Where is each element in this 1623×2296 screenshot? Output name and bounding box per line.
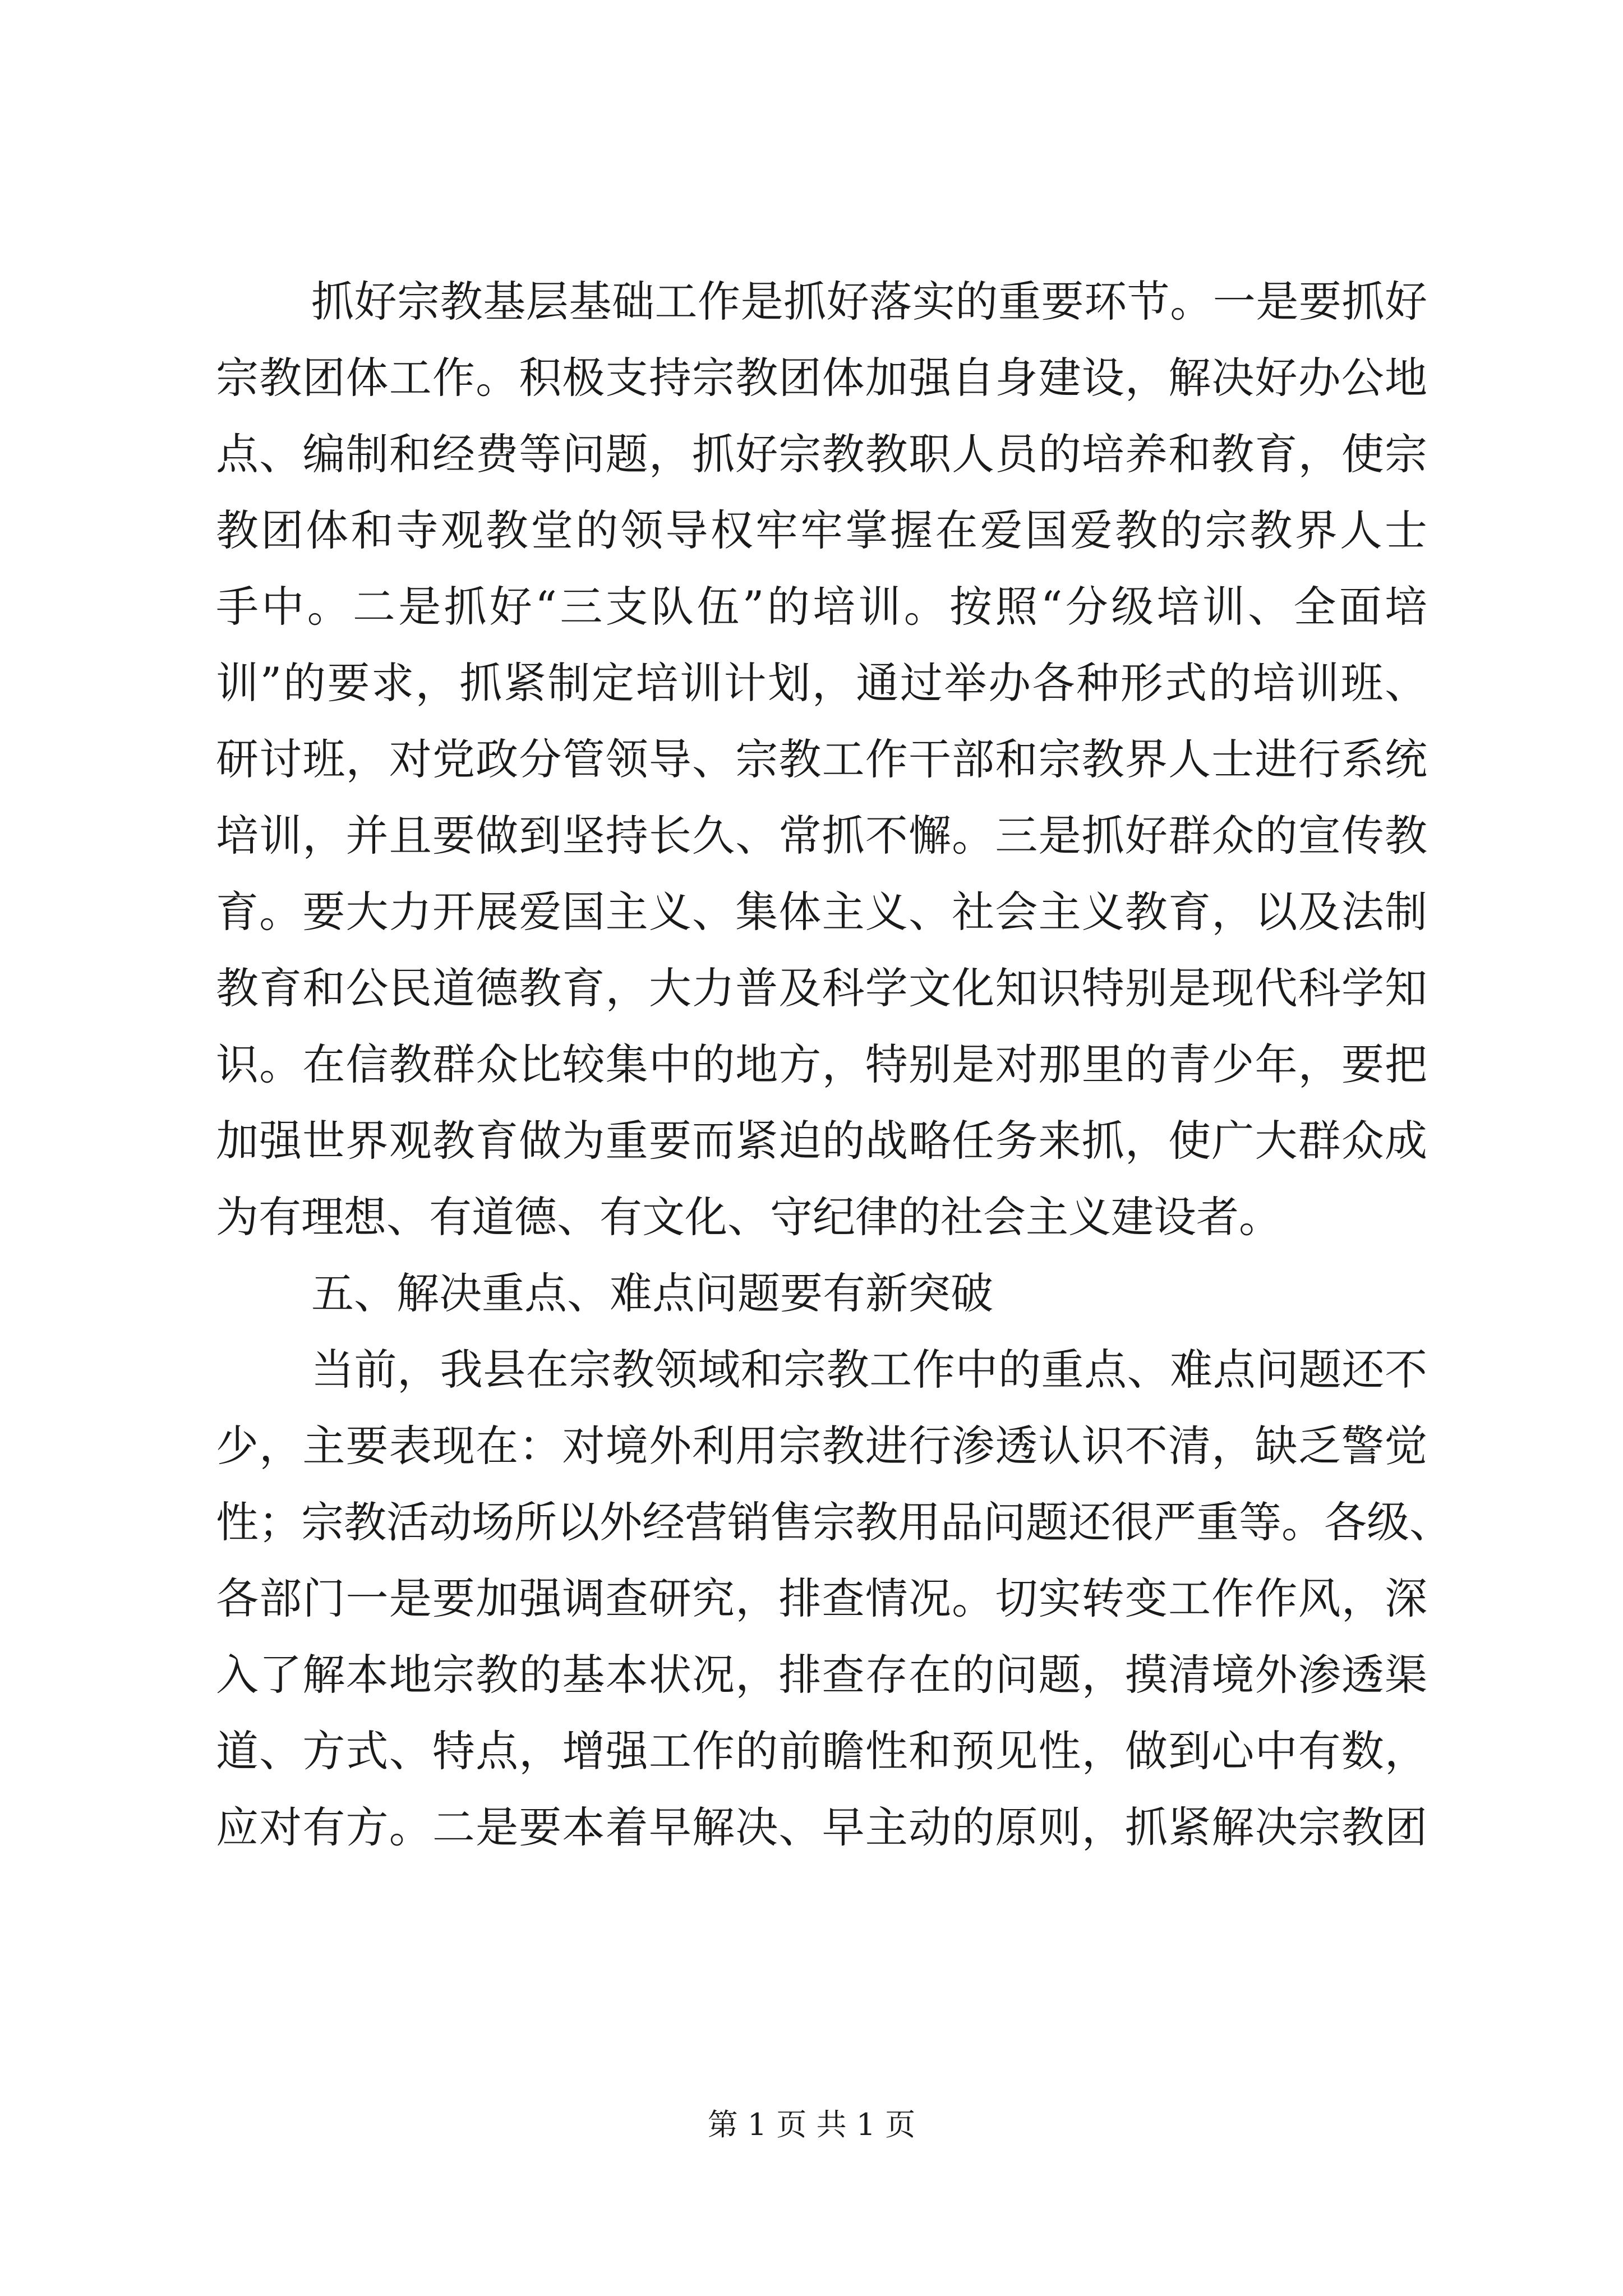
- text-line: 培训，并且要做到坚持长久、常抓不懈。三是抓好群众的宣传教: [216, 811, 1427, 861]
- text-line: 抓好宗教基层基础工作是抓好落实的重要环节。一是要抓好: [311, 277, 1427, 326]
- text-line: 各部门一是要加强调查研究，排查情况。切实转变工作作风，深: [216, 1573, 1427, 1623]
- paragraph-grassroots-work: [216, 264, 1427, 1255]
- heading-line: 五、解决重点、难点问题要有新突破: [311, 1268, 993, 1318]
- text-line: 研讨班，对党政分管领导、宗教工作干部和宗教界人士进行系统: [216, 734, 1427, 784]
- section-heading: [216, 1255, 1427, 1332]
- paragraph-key-problems: [216, 1332, 1452, 1866]
- text-line: 点、编制和经费等问题，抓好宗教教职人员的培养和教育，使宗: [216, 429, 1427, 479]
- text-line: 当前，我县在宗教领域和宗教工作中的重点、难点问题还不: [311, 1345, 1427, 1395]
- text-line: 育。要大力开展爱国主义、集体主义、社会主义教育，以及法制: [216, 887, 1427, 937]
- page-footer: 第 1 页 共 1 页: [707, 2107, 916, 2142]
- text-line: 手中。二是抓好“三支队伍”的培训。按照“分级培训、全面培: [216, 582, 1427, 632]
- text-line: 道、方式、特点，增强工作的前瞻性和预见性，做到心中有数，: [216, 1726, 1427, 1776]
- text-line: 应对有方。二是要本着早解决、早主动的原则，抓紧解决宗教团: [216, 1802, 1427, 1852]
- text-line: 性；宗教活动场所以外经营销售宗教用品问题还很严重等。各级、: [216, 1497, 1452, 1547]
- text-line: 训”的要求，抓紧制定培训计划，通过举办各种形式的培训班、: [216, 658, 1427, 708]
- text-line: 宗教团体工作。积极支持宗教团体加强自身建设，解决好办公地: [216, 353, 1427, 403]
- text-line: 少，主要表现在：对境外利用宗教进行渗透认识不清，缺乏警觉: [216, 1421, 1427, 1471]
- text-line: 识。在信教群众比较集中的地方，特别是对那里的青少年，要把: [216, 1039, 1427, 1089]
- text-line: 教团体和寺观教堂的领导权牢牢掌握在爱国爱教的宗教界人士: [216, 505, 1427, 555]
- text-line: 为有理想、有道德、有文化、守纪律的社会主义建设者。: [216, 1192, 1281, 1242]
- text-line: 入了解本地宗教的基本状况，排查存在的问题，摸清境外渗透渠: [216, 1650, 1427, 1700]
- text-line: 教育和公民道德教育，大力普及科学文化知识特别是现代科学知: [216, 963, 1427, 1013]
- text-line: 加强世界观教育做为重要而紧迫的战略任务来抓，使广大群众成: [216, 1116, 1427, 1166]
- document-body: [216, 264, 1452, 1866]
